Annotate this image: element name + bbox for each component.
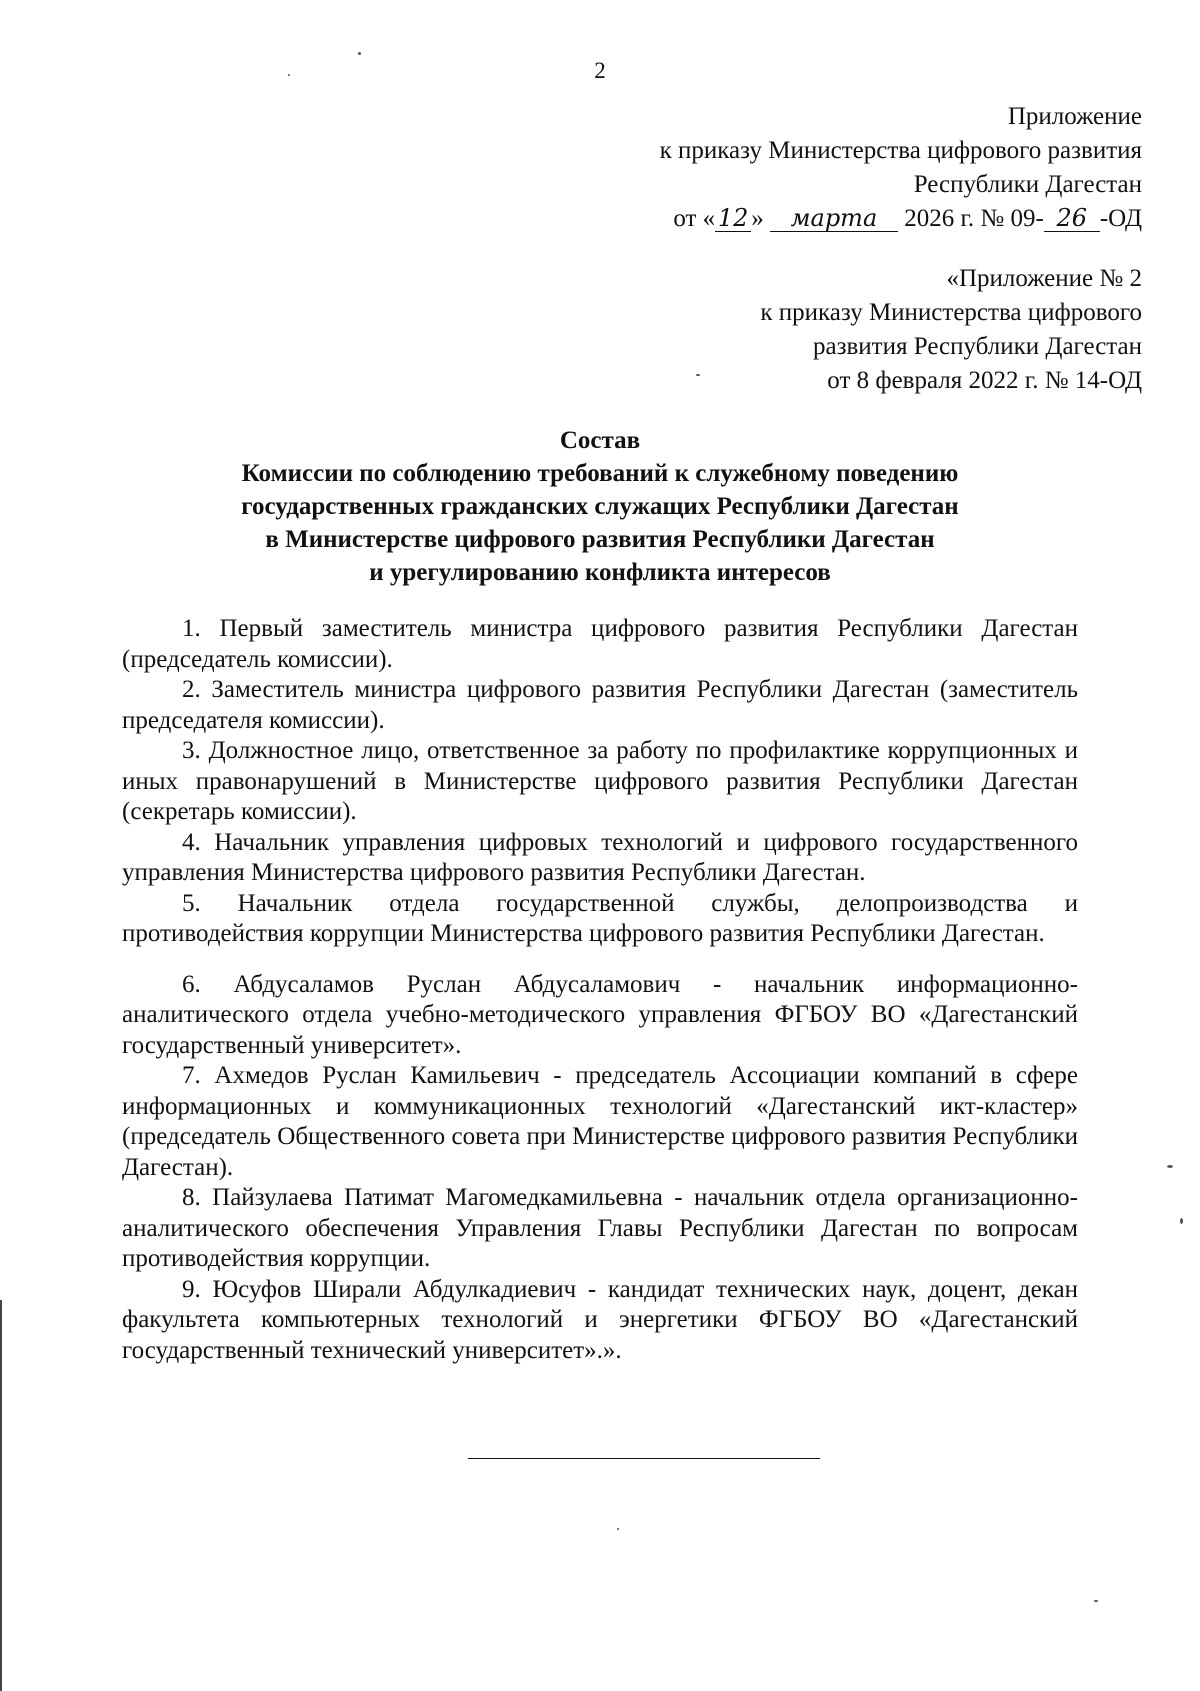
scan-speck (1094, 1600, 1098, 1602)
date-mid: » (751, 205, 764, 232)
title-line: и урегулированию конфликта интересов (369, 559, 831, 586)
handwritten-day: 12 (715, 205, 751, 232)
date-year: 2026 г. № 09- (904, 205, 1044, 232)
list-item: 2. Заместитель министра цифрового развития Республики Дагестан (заместитель председателя комиссии). (122, 676, 1078, 734)
list-item: 1. Первый заместитель министра цифрового развития Республики Дагестан (председатель комиссии). (122, 615, 1078, 673)
list-item: 5. Начальник отдела государственной службы, делопроизводства и противодействия коррупции Министерства цифрового развития Республики Дагестан. (122, 889, 1078, 947)
title-line: государственных гражданских служащих Республики Дагестан (241, 493, 959, 520)
previous-approval-block (760, 262, 1142, 398)
approval-order-line: к приказу Министерства цифрового развития (659, 137, 1142, 164)
list-item: 4. Начальник управления цифровых технологий и цифрового государственного управления Министерства цифрового развития Республики Дагестан. (122, 828, 1078, 886)
handwritten-month: марта (770, 205, 898, 232)
end-divider (468, 1458, 820, 1459)
commission-members-list (122, 614, 1078, 1366)
scan-speck (696, 374, 700, 376)
scan-speck (288, 74, 290, 76)
previous-approval-region-line: развития Республики Дагестан (813, 333, 1142, 360)
approval-date-line (660, 202, 1142, 236)
previous-approval-date-line: от 8 февраля 2022 г. № 14-ОД (827, 367, 1142, 394)
title-line: в Министерстве цифрового развития Республики Дагестан (265, 526, 935, 553)
approval-region-line: Республики Дагестан (913, 171, 1142, 198)
previous-approval-title: «Приложение № 2 (946, 265, 1142, 292)
list-item: 7. Ахмедов Руслан Камильевич - председатель Ассоциации компаний в сфере информационных и коммуникационных технологий «Дагестанский икт-кластер» (председатель Общественного совета при Министерстве цифрового развития Республики Дагестан). (122, 1062, 1078, 1181)
title-line: Состав (559, 427, 641, 454)
title-line: Комиссии по соблюдению требований к служебному поведению (241, 460, 959, 487)
previous-approval-order-line: к приказу Министерства цифрового (760, 299, 1142, 326)
approval-block (660, 100, 1142, 236)
list-item: 3. Должностное лицо, ответственное за работу по профилактике коррупционных и иных правонарушений в Министерстве цифрового развития Республики Дагестан (секретарь комиссии). (122, 737, 1078, 825)
scan-speck (1180, 1218, 1183, 1224)
scan-speck (358, 52, 361, 55)
list-item: 8. Пайзулаева Патимат Магомедкамильевна - начальник отдела организационно-аналитического обеспечения Управления Главы Республики Дагестан по вопросам противодействия коррупции. (122, 1184, 1078, 1272)
scan-speck (617, 1528, 619, 1530)
date-prefix: от « (673, 205, 716, 232)
scan-speck (1167, 1165, 1173, 1168)
date-suffix: -ОД (1099, 205, 1142, 232)
approval-title: Приложение (1007, 103, 1142, 130)
list-item: 9. Юсуфов Ширали Абдулкадиевич - кандидат технических наук, доцент, декан факультета компьютерных технологий и энергетики ФГБОУ ВО «Дагестанский государственный технический университет».». (122, 1275, 1078, 1364)
page-number: 2 (594, 58, 606, 83)
document-title (120, 424, 1080, 589)
list-item: 6. Абдусаламов Руслан Абдусаламович - начальник информационно-аналитического отдела учебно-методического управления ФГБОУ ВО «Дагестанский государственный университет». (122, 970, 1078, 1059)
scan-edge-mark (0, 1300, 2, 1691)
handwritten-number: 26 (1044, 205, 1100, 232)
